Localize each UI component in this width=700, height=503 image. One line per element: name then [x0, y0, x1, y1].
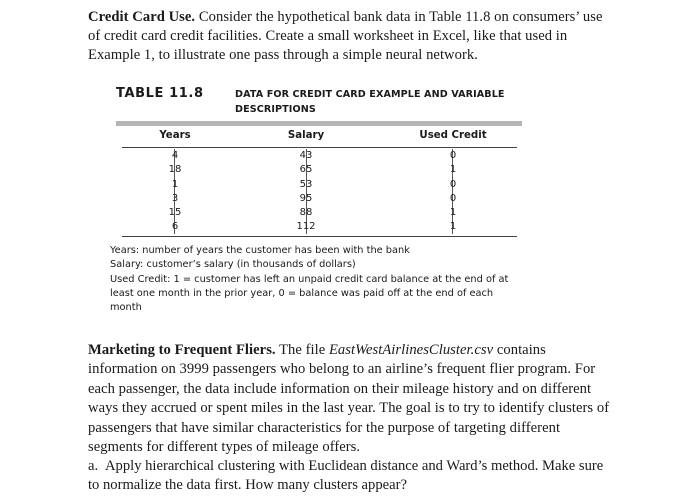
problem-title: Credit Card Use.: [88, 9, 196, 25]
cell-salary: 95: [299, 192, 313, 204]
note-salary: Salary: customer’s salary (in thousands of dollars): [110, 259, 356, 271]
problem-credit-card-use: [88, 8, 613, 65]
file-name: EastWestAirlinesCluster.csv: [328, 342, 494, 358]
table-caption: DATA FOR CREDIT CARD EXAMPLE AND VARIABLE DESCRIPTIONS: [235, 89, 505, 115]
header-rule: [122, 147, 517, 148]
problem-text: contains information on 3999 passengers who belong to an airline’s frequent flier program. For each passenger, the data include information on their mileage history and on different ways they accrued or spent miles in the last year. The goal is to try to identify clusters of passengers that have similar characteristics for the purpose of targeting different segments for different types of mileage offers.: [88, 342, 610, 456]
cell-used-credit: 1: [449, 221, 457, 233]
column-header-years: Years: [159, 130, 191, 141]
problem-title: Marketing to Frequent Fliers.: [88, 342, 276, 358]
problem-frequent-fliers: [88, 341, 615, 457]
table-row: [110, 150, 522, 164]
table-row: [110, 179, 522, 193]
cell-salary: 112: [296, 221, 316, 233]
table-bottom-rule: [122, 236, 517, 237]
item-text: Apply hierarchical clustering with Euclidean distance and Ward’s method. Make sure to normalize the data first. How many clusters appear?: [88, 458, 604, 494]
column-header-salary: Salary: [287, 130, 325, 141]
table-label: TABLE 11.8: [116, 86, 204, 101]
note-used-credit: Used Credit: 1 = customer has left an unpaid credit card balance at the end of at least one month in the prior year, 0 = balance was paid off at the end of each month: [110, 273, 509, 314]
cell-salary: 88: [299, 207, 313, 219]
note-years: Years: number of years the customer has been with the bank: [110, 245, 410, 256]
table-row: [110, 207, 522, 221]
problem-text: Consider the hypothetical bank data in Table 11.8 on consumers’ use of credit card credit facilities. Create a small worksheet in Excel, like that used in Example 1, to illustrate one pass through a simple neural network.: [88, 9, 603, 63]
cell-used-credit: 0: [449, 150, 457, 161]
table-row: [110, 221, 522, 235]
cell-salary: 65: [299, 164, 313, 176]
cell-years: 1: [171, 178, 179, 190]
cell-used-credit: 1: [449, 164, 457, 176]
cell-used-credit: 0: [449, 178, 457, 190]
cell-years: 4: [171, 150, 179, 161]
table-top-rule: [116, 121, 522, 126]
cell-years: 6: [171, 221, 179, 233]
cell-years: 18: [168, 164, 182, 176]
table-notes: [110, 244, 522, 315]
sub-question-a: [88, 457, 618, 496]
table-11-8: [110, 84, 522, 324]
cell-used-credit: 0: [449, 192, 457, 204]
cell-years: 15: [168, 207, 182, 219]
cell-salary: 53: [299, 178, 313, 190]
problem-text-intro: The file: [279, 342, 326, 358]
item-marker: a.: [88, 458, 99, 474]
table-row: [110, 193, 522, 207]
cell-years: 3: [171, 192, 179, 204]
table-body: [110, 150, 522, 236]
table-row: [110, 164, 522, 178]
cell-salary: 43: [299, 150, 313, 161]
cell-used-credit: 1: [449, 207, 457, 219]
column-header-used-credit: Used Credit: [419, 130, 487, 141]
